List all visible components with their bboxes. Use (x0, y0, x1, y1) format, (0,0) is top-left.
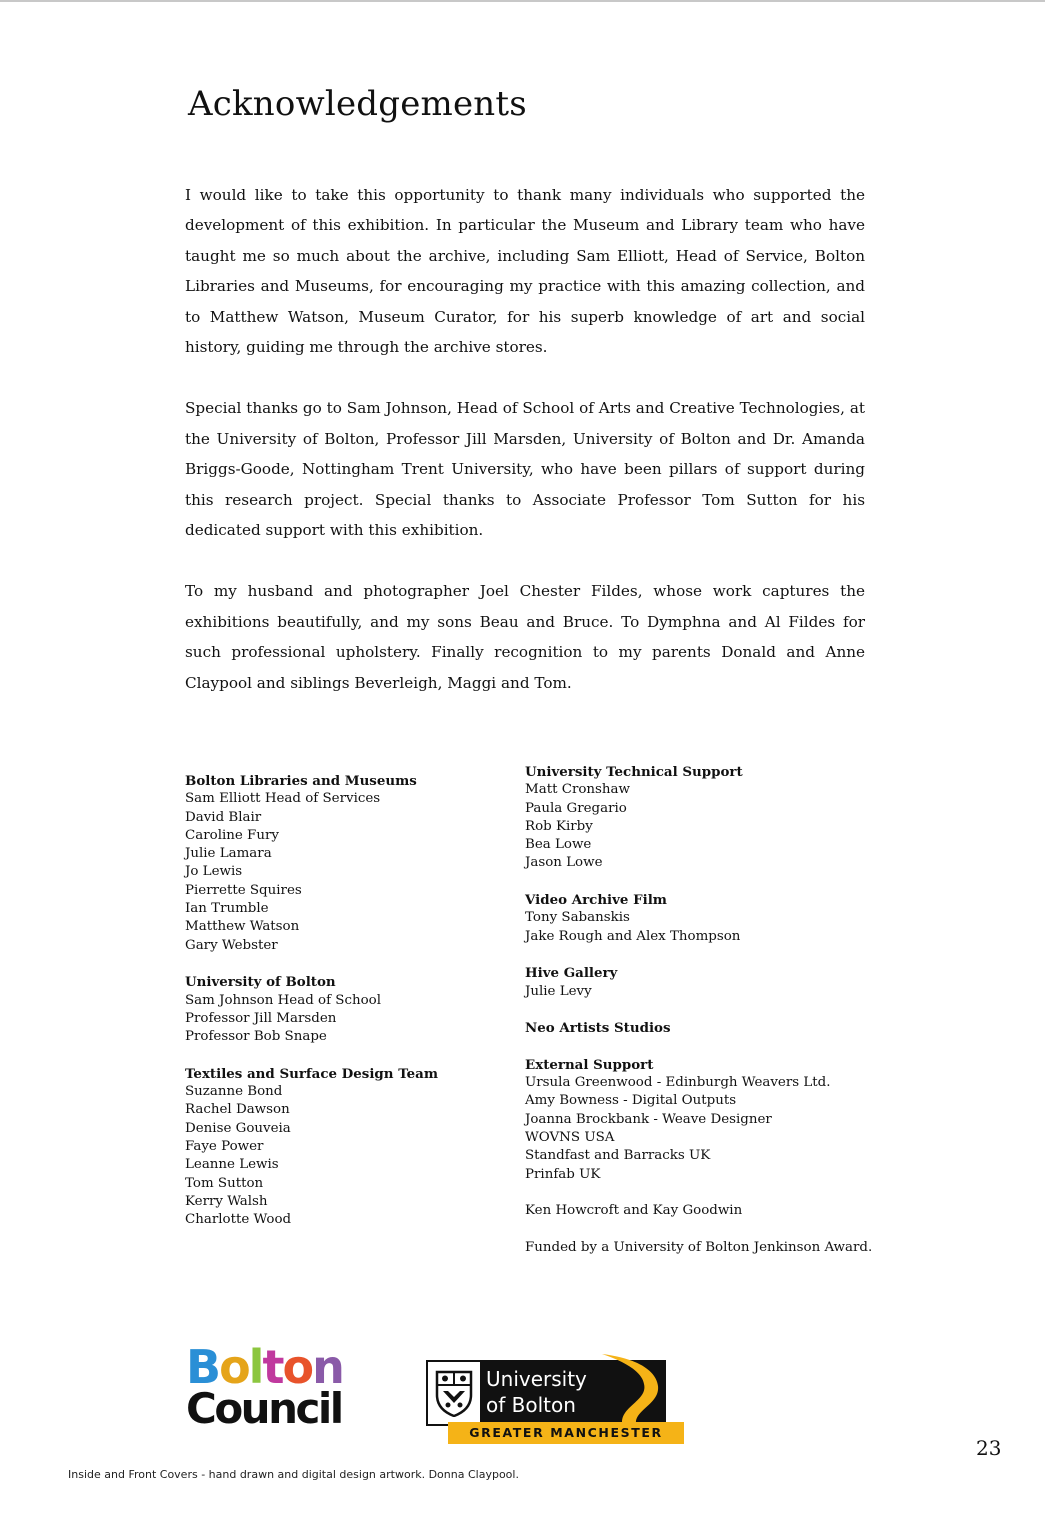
credit-name: David Blair (185, 809, 262, 825)
credit-group (525, 1239, 945, 1257)
credit-name: Ian Trumble (185, 901, 269, 917)
credit-name: WOVNS USA (525, 1129, 615, 1145)
credit-group (185, 1065, 515, 1230)
credit-heading: Textiles and Surface Design Team (185, 1065, 438, 1082)
credit-heading: External Support (525, 1056, 654, 1073)
credit-name: Prinfab UK (525, 1166, 601, 1182)
paragraph: To my husband and photographer Joel Chester Fildes, whose work captures the exhibitions beautifully, and my sons Beau and Bruce. To Dymphna and Al Fildes for such professional upholstery. Finally recognition to my parents Donald and Anne Claypool and siblings Beverleigh, Maggi and Tom. (185, 582, 865, 692)
credits-right-column (525, 763, 945, 1275)
credit-name: Matthew Watson (185, 919, 300, 935)
page-number: 23 (976, 1436, 1002, 1460)
credit-name: Rob Kirby (525, 818, 593, 834)
credit-name: Caroline Fury (185, 827, 279, 843)
credit-group (525, 1056, 945, 1184)
credit-group (525, 1202, 945, 1220)
credit-group (525, 964, 945, 1001)
credit-name: Faye Power (185, 1138, 264, 1154)
credit-heading: Bolton Libraries and Museums (185, 773, 417, 789)
credit-group (525, 891, 945, 946)
paragraph: Special thanks go to Sam Johnson, Head of School of Arts and Creative Technologies, at the University of Bolton, Professor Jill Marsden, University of Bolton and Dr. Amanda Briggs-Goode, Nottingham Trent University, who have been pillars of support during this research project. Special thanks to Associate Professor Tom Sutton for his dedicated support with this exhibition. (185, 399, 865, 540)
credit-name: Jo Lewis (185, 864, 243, 880)
acknowledgement-text (185, 180, 865, 729)
credit-name: Matt Cronshaw (525, 782, 630, 798)
bolton-logo-word: Bolton (186, 1340, 343, 1394)
credit-heading: Video Archive Film (525, 892, 667, 909)
credit-name: Joanna Brockbank - Weave Designer (525, 1111, 772, 1127)
university-of-bolton-logo (426, 1352, 688, 1447)
credit-name: Tony Sabanskis (525, 910, 630, 926)
credit-name: Amy Bowness - Digital Outputs (525, 1093, 737, 1109)
credit-group (185, 772, 515, 955)
credit-name: Professor Bob Snape (185, 1029, 327, 1045)
credit-name: Ken Howcroft and Kay Goodwin (525, 1203, 743, 1219)
credit-name: Standfast and Barracks UK (525, 1148, 711, 1164)
credit-group (525, 763, 945, 873)
credit-name: Paula Gregario (525, 800, 627, 816)
credit-name: Jason Lowe (525, 855, 603, 871)
university-line2: of Bolton (486, 1393, 576, 1417)
paragraph: I would like to take this opportunity to thank many individuals who supported the development of this exhibition. In particular the Museum and Library team who have taught me so much about the archive, including Sam Elliott, Head of Service, Bolton Libraries and Museums, for encouraging my practice with this amazing collection, and to Matthew Watson, Museum Curator, for his superb knowledge of art and social history, guiding me through the archive stores. (185, 186, 865, 357)
credits-left-column (185, 772, 515, 1248)
page-title: Acknowledgements (188, 84, 527, 124)
footer-note: Inside and Front Covers - hand drawn and digital design artwork. Donna Claypool. (68, 1468, 519, 1481)
credit-name: Professor Jill Marsden (185, 1010, 337, 1026)
greater-manchester-band: GREATER MANCHESTER (448, 1422, 684, 1444)
credit-name: Rachel Dawson (185, 1102, 290, 1118)
credit-name: Charlotte Wood (185, 1212, 292, 1228)
credit-name: Jake Rough and Alex Thompson (525, 928, 741, 944)
credit-name: Kerry Walsh (185, 1193, 268, 1209)
crest-icon (428, 1362, 480, 1424)
credit-name: Funded by a University of Bolton Jenkinson Award. (525, 1239, 873, 1255)
credit-name: Suzanne Bond (185, 1084, 283, 1100)
credit-name: Gary Webster (185, 937, 278, 953)
council-logo-word: Council (186, 1384, 342, 1433)
credit-name: Bea Lowe (525, 837, 592, 853)
credit-heading: University Technical Support (525, 764, 743, 780)
bolton-council-logo (186, 1340, 376, 1440)
credit-name: Pierrette Squires (185, 882, 302, 898)
credit-group (185, 973, 515, 1046)
credit-name: Denise Gouveia (185, 1120, 291, 1136)
credit-name: Tom Sutton (185, 1175, 264, 1191)
university-line1: University (486, 1367, 587, 1391)
credit-name: Julie Lamara (185, 846, 272, 862)
credit-name: Sam Elliott Head of Services (185, 791, 381, 807)
credit-name: Ursula Greenwood - Edinburgh Weavers Ltd. (525, 1075, 831, 1091)
credit-group (525, 1019, 945, 1037)
credit-heading: Neo Artists Studios (525, 1020, 671, 1037)
top-rule (0, 0, 1045, 2)
credit-heading: Hive Gallery (525, 965, 618, 982)
university-name (486, 1366, 587, 1418)
credit-name: Leanne Lewis (185, 1157, 279, 1173)
credit-heading: University of Bolton (185, 974, 336, 991)
credit-name: Julie Levy (525, 983, 592, 999)
credit-name: Sam Johnson Head of School (185, 992, 381, 1008)
